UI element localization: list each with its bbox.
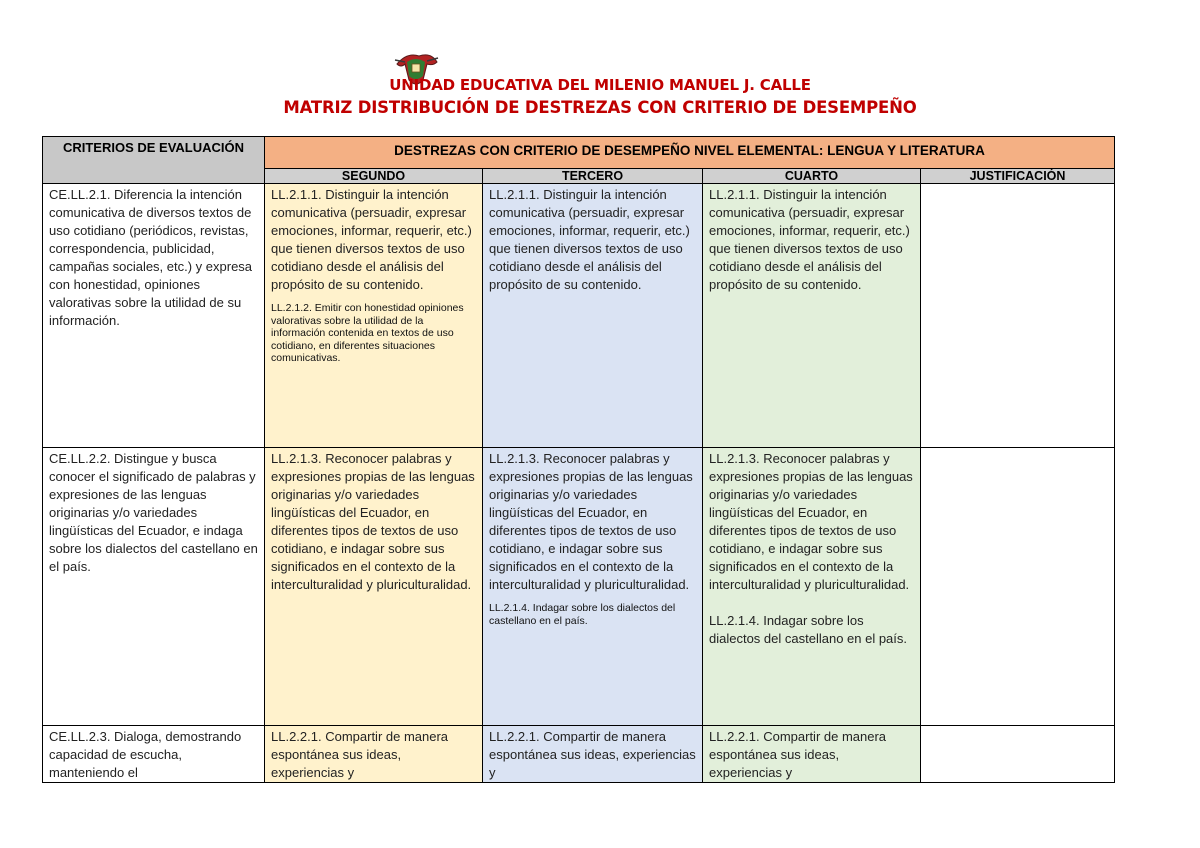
criterio-text: CE.LL.2.1. Diferencia la intención comunicativa de diversos textos de uso cotidiano (periódicos, revistas, correspondencia, publicidad, campañas sociales, etc.) y expresa con honestidad, opiniones valorativas sobre la utilidad de su información.	[49, 187, 253, 328]
skill-note: LL.2.1.4. Indagar sobre los dialectos del castellano en el país.	[709, 613, 908, 646]
segundo-cell	[265, 184, 483, 448]
skill-text: LL.2.1.3. Reconocer palabras y expresiones propias de las lenguas originarias y/o variedades lingüísticas del Ecuador, en diferentes tipos de textos de uso cotidiano, e indagar sobre sus significados en el contexto de la interculturalidad y pluriculturalidad.	[271, 451, 475, 592]
criterios-header: CRITERIOS DE EVALUACIÓN	[43, 137, 265, 184]
skill-note: LL.2.1.4. Indagar sobre los dialectos del castellano en el país.	[489, 602, 676, 627]
tercero-cell	[483, 726, 703, 783]
table-header-row	[43, 137, 1115, 169]
school-name: UNIDAD EDUCATIVA DEL MILENIO MANUEL J. CALLE	[389, 76, 811, 94]
cuarto-cell	[703, 184, 921, 448]
skill-text: LL.2.2.1. Compartir de manera espontánea sus ideas, experiencias y	[709, 729, 887, 780]
skill-text: LL.2.2.1. Compartir de manera espontánea sus ideas, experiencias y	[271, 729, 449, 780]
matrix-title: MATRIZ DISTRIBUCIÓN DE DESTREZAS CON CRITERIO DE DESEMPEÑO	[283, 98, 917, 117]
skill-note: LL.2.1.2. Emitir con honestidad opiniones valorativas sobre la utilidad de la información contenida en textos de uso cotidiano, en diferentes situaciones comunicativas.	[271, 302, 464, 364]
segundo-cell	[265, 726, 483, 783]
justificacion-cell	[921, 184, 1115, 448]
skills-matrix-table	[42, 136, 1115, 783]
skill-text: LL.2.1.1. Distinguir la intención comunicativa (persuadir, expresar emociones, informar, requerir, etc.) que tienen diversos textos de uso cotidiano desde el análisis del propósito de su contenido.	[271, 187, 472, 292]
tercero-cell	[483, 184, 703, 448]
cuarto-cell	[703, 726, 921, 783]
segundo-cell	[265, 448, 483, 726]
criterio-text: CE.LL.2.3. Dialoga, demostrando capacidad de escucha, manteniendo el	[49, 729, 242, 780]
table-row	[43, 184, 1115, 448]
table-row	[43, 726, 1115, 783]
skill-text: LL.2.1.1. Distinguir la intención comunicativa (persuadir, expresar emociones, informar, requerir, etc.) que tienen diversos textos de uso cotidiano desde el análisis del propósito de su contenido.	[709, 187, 910, 292]
skill-text: LL.2.1.1. Distinguir la intención comunicativa (persuadir, expresar emociones, informar, requerir, etc.) que tienen diversos textos de uso cotidiano desde el análisis del propósito de su contenido.	[489, 187, 690, 292]
skill-text: LL.2.2.1. Compartir de manera espontánea sus ideas, experiencias y	[489, 729, 696, 780]
destrezas-header: DESTREZAS CON CRITERIO DE DESEMPEÑO NIVEL ELEMENTAL: LENGUA Y LITERATURA	[265, 137, 1115, 169]
criterio-cell	[43, 448, 265, 726]
skill-text: LL.2.1.3. Reconocer palabras y expresiones propias de las lenguas originarias y/o variedades lingüísticas del Ecuador, en diferentes tipos de textos de uso cotidiano, e indagar sobre sus significados en el contexto de la interculturalidad y pluriculturalidad.	[489, 451, 693, 592]
criterio-text: CE.LL.2.2. Distingue y busca conocer el significado de palabras y expresiones de las lenguas originarias y/o variedades lingüísticas del Ecuador, e indaga sobre los dialectos del castellano en el país.	[49, 451, 258, 574]
cuarto-cell	[703, 448, 921, 726]
column-header-cuarto: CUARTO	[703, 169, 921, 184]
column-header-tercero: TERCERO	[483, 169, 703, 184]
justificacion-cell	[921, 726, 1115, 783]
skill-text: LL.2.1.3. Reconocer palabras y expresiones propias de las lenguas originarias y/o variedades lingüísticas del Ecuador, en diferentes tipos de textos de uso cotidiano, e indagar sobre sus significados en el contexto de la interculturalidad y pluriculturalidad.	[709, 451, 913, 592]
table-row	[43, 448, 1115, 726]
tercero-cell	[483, 448, 703, 726]
column-header-segundo: SEGUNDO	[265, 169, 483, 184]
justificacion-cell	[921, 448, 1115, 726]
criterio-cell	[43, 184, 265, 448]
criterio-cell	[43, 726, 265, 783]
column-header-justificacion: JUSTIFICACIÓN	[921, 169, 1115, 184]
